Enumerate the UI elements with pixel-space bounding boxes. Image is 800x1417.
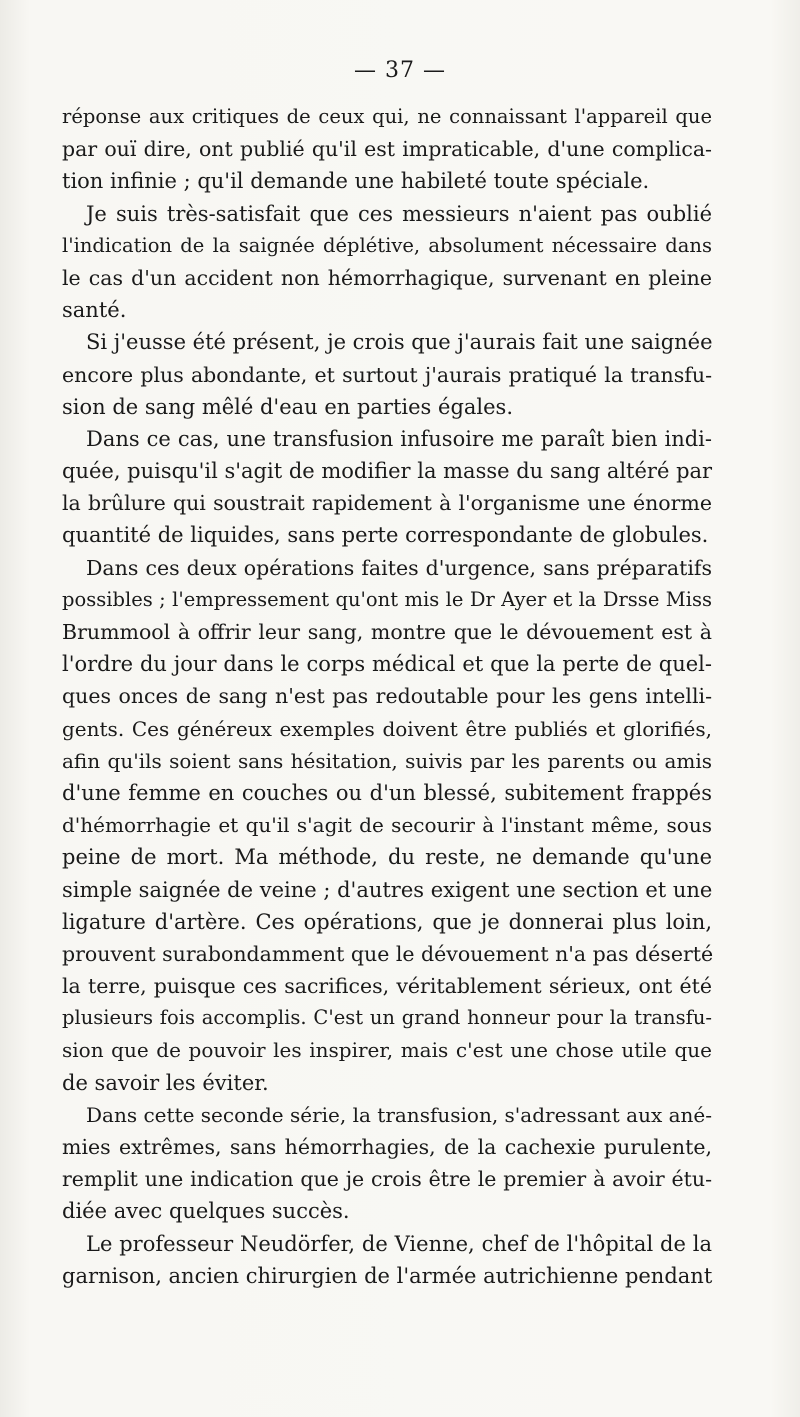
text-line: simple saignée de veine ; d'autres exigent une section et une — [62, 877, 713, 902]
text-line: d'une femme en couches ou d'un blessé, subitement frappés — [62, 780, 712, 805]
body-text — [62, 101, 712, 1292]
text-line: Dans ces deux opérations faites d'urgence, sans préparatifs — [86, 555, 712, 580]
text-line: quée, puisqu'il s'agit de modifier la masse du sang altéré par — [62, 459, 713, 484]
text-line: par ouï dire, ont publié qu'il est impraticable, d'une complica- — [62, 137, 712, 162]
text-line: Le professeur Neudörfer, de Vienne, chef de l'hôpital de la — [86, 1231, 712, 1256]
text-line: Brummool à offrir leur sang, montre que le dévouement est à — [62, 620, 712, 644]
text-line: Dans ce cas, une transfusion infusoire me paraît bien indi- — [86, 426, 712, 451]
text-line: encore plus abondante, et surtout j'aurais pratiqué la transfu- — [62, 362, 712, 387]
text-line: ques onces de sang n'est pas redoutable pour les gens intelli- — [62, 684, 712, 709]
text-line: réponse aux critiques de ceux qui, ne connaissant l'appareil que — [62, 105, 712, 128]
text-line: la terre, puisque ces sacrifices, véritablement sérieux, ont été — [62, 974, 712, 999]
text-line: possibles ; l'empressement qu'ont mis le Dr Ayer et la Drsse Miss — [62, 587, 712, 611]
text-line: gents. Ces généreux exemples doivent être publiés et glorifiés, — [62, 716, 712, 741]
text-line: quantité de liquides, sans perte correspondante de globules. — [62, 523, 709, 548]
text-line: Si j'eusse été présent, je crois que j'aurais fait une saignée — [86, 330, 713, 355]
text-line: prouvent surabondamment que le dévouement n'a pas déserté — [62, 941, 714, 966]
text-line: sion que de pouvoir les inspirer, mais c'est une chose utile que — [62, 1038, 712, 1063]
text-line: l'ordre du jour dans le corps médical et que la perte de quel- — [62, 652, 712, 677]
text-line: remplit une indication que je crois être le premier à avoir étu- — [62, 1167, 712, 1192]
page-number: — 37 — — [354, 58, 446, 83]
text-line: afin qu'ils soient sans hésitation, suivis par les parents ou amis — [62, 748, 712, 773]
text-line: diée avec quelques succès. — [62, 1199, 350, 1224]
text-line: Dans cette seconde série, la transfusion, s'adressant aux ané- — [86, 1102, 712, 1127]
text-line: plusieurs fois accomplis. C'est un grand honneur pour la transfu- — [62, 1006, 712, 1030]
text-line: sion de sang mêlé d'eau en parties égales. — [62, 394, 513, 419]
text-line: ligature d'artère. Ces opérations, que je donnerai plus loin, — [62, 909, 712, 934]
text-line: tion infinie ; qu'il demande une habileté toute spéciale. — [62, 169, 650, 194]
text-line: le cas d'un accident non hémorrhagique, survenant en pleine — [62, 265, 712, 290]
text-line: garnison, ancien chirurgien de l'armée autrichienne pendant — [62, 1263, 713, 1288]
text-line: d'hémorrhagie et qu'il s'agit de secourir à l'instant même, sous — [62, 813, 712, 838]
text-line: l'indication de la saignée déplétive, absolument nécessaire dans — [62, 233, 712, 257]
text-line: de savoir les éviter. — [62, 1070, 269, 1095]
text-line: la brûlure qui soustrait rapidement à l'organisme une énorme — [62, 491, 712, 516]
text-line: mies extrêmes, sans hémorrhagies, de la cachexie purulente, — [62, 1135, 712, 1159]
text-line: santé. — [62, 298, 127, 323]
text-line: Je suis très-satisfait que ces messieurs n'aient pas oublié — [86, 201, 712, 226]
text-line: peine de mort. Ma méthode, du reste, ne demande qu'une — [62, 845, 712, 870]
